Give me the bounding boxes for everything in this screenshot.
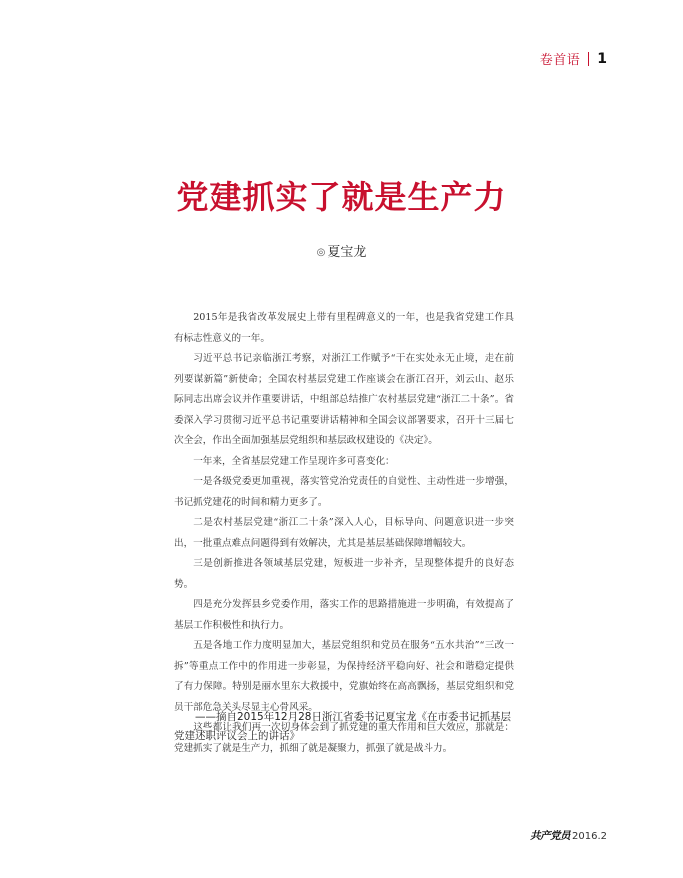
source-citation: ——摘自2015年12月28日浙江省委书记夏宝龙《在市委书记抓基层党建述职评议会上的讲话》 <box>174 711 511 742</box>
author-line <box>0 241 683 260</box>
paragraph: 二是农村基层党建“浙江二十条”深入人心，目标导向、问题意识进一步突出，一批重点难点问题得到有效解决，尤其是基层基础保障增幅较大。 <box>174 517 514 549</box>
paragraph: 五是各地工作力度明显加大，基层党组织和党员在服务“五水共治”“三改一拆”等重点工作中的作用进一步彰显，为保持经济平稳向好、社会和谐稳定提供了有力保障。特别是丽水里东大救援中，党旗始终在高高飘扬，基层党组织和党员干部危急关头尽显主心骨风采。 <box>174 640 514 713</box>
article-body <box>174 308 514 759</box>
paragraph: 一年来，全省基层党建工作呈现许多可喜变化： <box>193 455 395 467</box>
paragraph: 一是各级党委更加重视，落实管党治党责任的自觉性、主动性进一步增强，书记抓党建花的时间和精力更多了。 <box>174 476 514 508</box>
author-mark-icon: ◎ <box>316 247 326 258</box>
paragraph: 这些都让我们再一次切身体会到了抓党建的重大作用和巨大效应，那就是：党建抓实了就是生产力，抓细了就是凝聚力，抓强了就是战斗力。 <box>174 722 514 754</box>
section-label: 卷首语 <box>539 53 581 68</box>
paragraph: 三是创新推进各领域基层党建，短板进一步补齐，呈现整体提升的良好态势。 <box>174 558 514 590</box>
page-footer <box>530 828 607 843</box>
header-divider <box>588 52 589 66</box>
paragraph: 习近平总书记亲临浙江考察，对浙江工作赋予“干在实处永无止境，走在前列要谋新篇”新使命；全国农村基层党建工作座谈会在浙江召开，刘云山、赵乐际同志出席会议并作重要讲话，中组部总结推广农村基层党建“浙江二十条”。省委深入学习贯彻习近平总书记重要讲话精神和全国会议部署要求，召开十三届七次全会，作出全面加强基层党组织和基层政权建设的《决定》。 <box>174 353 514 446</box>
article-title: 党建抓实了就是生产力 <box>176 178 507 216</box>
magazine-logo: 共产党员 <box>530 830 570 842</box>
paragraph: 四是充分发挥县乡党委作用，落实工作的思路措施进一步明确，有效提高了基层工作积极性和执行力。 <box>174 599 514 631</box>
issue-number: 2016.2 <box>572 831 607 842</box>
page-number: 1 <box>597 50 607 67</box>
paragraph: 2015年是我省改革发展史上带有里程碑意义的一年，也是我省党建工作具有标志性意义的一年。 <box>174 312 514 344</box>
author-name: 夏宝龙 <box>327 245 367 260</box>
page-header <box>540 49 607 68</box>
